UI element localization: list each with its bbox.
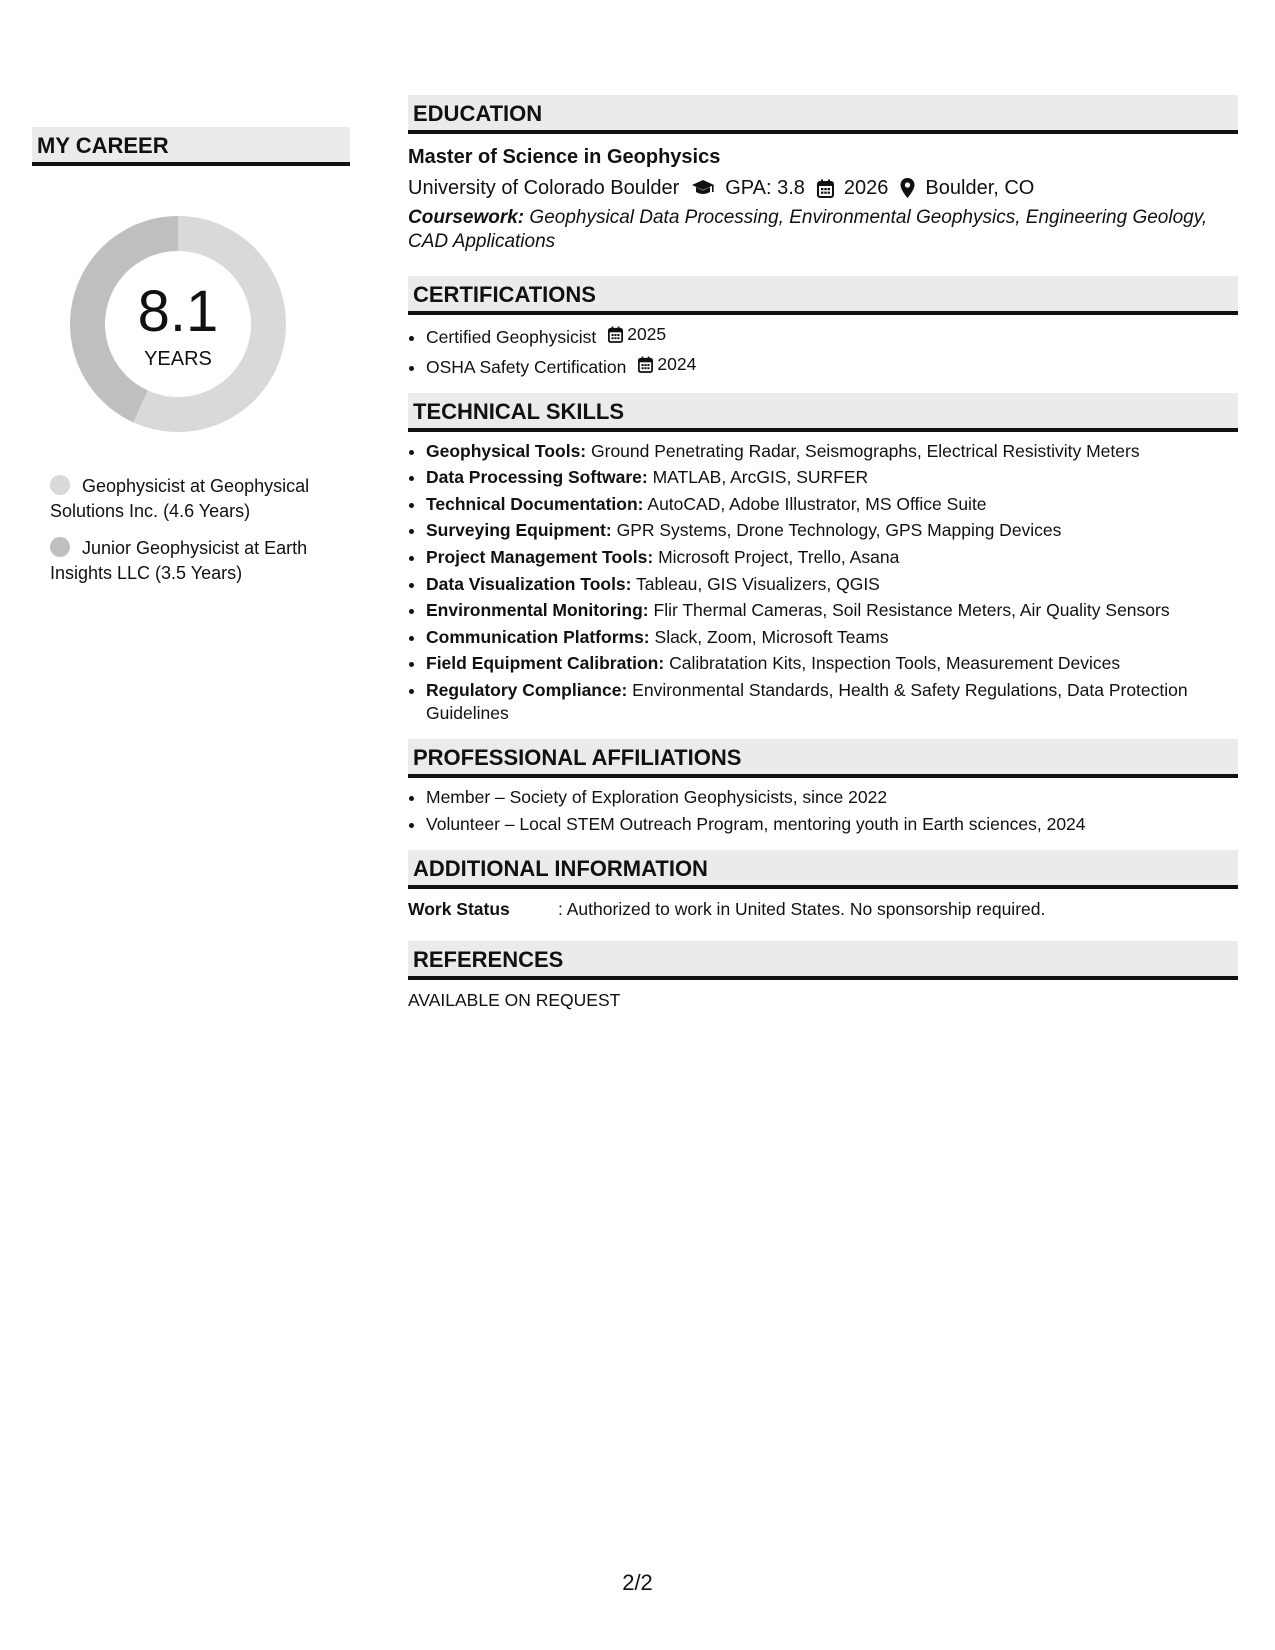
education-details xyxy=(408,174,1238,202)
skill-label: Regulatory Compliance: xyxy=(426,679,628,700)
education-location: Boulder, CO xyxy=(925,177,1035,199)
career-sidebar xyxy=(32,127,350,598)
list-item xyxy=(426,323,1238,349)
main-column xyxy=(408,95,1238,1011)
skill-label: Environmental Monitoring: xyxy=(426,600,649,621)
legend-label: Junior Geophysicist at Earth Insights LLC (3.5 Years) xyxy=(50,538,308,583)
certification-name: Certified Geophysicist xyxy=(426,327,597,347)
list-item xyxy=(426,679,1238,725)
work-status-row xyxy=(408,897,1238,921)
skill-value: AutoCAD, Adobe Illustrator, MS Office Suite xyxy=(647,493,987,514)
education-gpa: GPA: 3.8 xyxy=(725,177,805,199)
list-item xyxy=(426,546,1238,569)
certification-year: 2024 xyxy=(657,353,697,374)
education-section-title: EDUCATION xyxy=(408,95,1238,134)
legend-dot-1 xyxy=(50,475,70,495)
list-item xyxy=(426,493,1238,516)
legend-item xyxy=(50,474,350,524)
calendar-icon xyxy=(638,356,653,373)
calendar-icon xyxy=(817,179,834,198)
list-item xyxy=(426,573,1238,596)
certifications-section-title: CERTIFICATIONS xyxy=(408,276,1238,315)
skill-value: Calibratation Kits, Inspection Tools, Measurement Devices xyxy=(669,653,1121,674)
certification-year: 2025 xyxy=(627,324,667,344)
skill-label: Field Equipment Calibration: xyxy=(426,653,665,674)
skill-label: Technical Documentation: xyxy=(426,493,644,514)
skill-label: Communication Platforms: xyxy=(426,626,650,647)
skill-value: Ground Penetrating Radar, Seismographs, Electrical Resistivity Meters xyxy=(591,440,1140,461)
skill-label: Surveying Equipment: xyxy=(426,520,612,541)
career-donut-chart xyxy=(64,210,292,438)
career-years-unit: YEARS xyxy=(144,348,212,370)
career-section-title: MY CAREER xyxy=(32,127,350,166)
skill-value: Slack, Zoom, Microsoft Teams xyxy=(654,626,889,647)
career-total-years: 8.1 xyxy=(137,279,219,344)
list-item: • Volunteer – Local STEM Outreach Program, mentoring youth in Earth sciences, 2024 xyxy=(426,813,1238,836)
calendar-icon xyxy=(608,326,623,343)
education-school: University of Colorado Boulder xyxy=(408,177,680,199)
skill-label: Data Visualization Tools: xyxy=(426,573,632,594)
legend-label: Geophysicist at Geophysical Solutions Inc. (4.6 Years) xyxy=(50,476,310,521)
list-item: • Member – Society of Exploration Geophysicists, since 2022 xyxy=(426,786,1238,809)
skill-label: Geophysical Tools: xyxy=(426,440,587,461)
references-text: AVAILABLE ON REQUEST xyxy=(408,989,621,1010)
education-degree: Master of Science in Geophysics xyxy=(408,146,721,168)
skills-section-title: TECHNICAL SKILLS xyxy=(408,393,1238,432)
references-section-title: REFERENCES xyxy=(408,941,1238,980)
list-item xyxy=(426,626,1238,649)
skill-label: Data Processing Software: xyxy=(426,467,648,488)
coursework-label: Coursework: xyxy=(408,207,525,228)
education-year: 2026 xyxy=(843,177,889,199)
certification-name: OSHA Safety Certification xyxy=(426,356,627,377)
education-coursework xyxy=(408,206,1238,254)
skill-value: Microsoft Project, Trello, Asana xyxy=(658,546,900,567)
legend-dot-2 xyxy=(50,537,70,557)
list-item xyxy=(426,599,1238,622)
career-legend xyxy=(50,474,350,586)
skill-label: Project Management Tools: xyxy=(426,546,654,567)
page-number: 2/2 xyxy=(622,1570,653,1595)
skill-value: GPR Systems, Drone Technology, GPS Mapping Devices xyxy=(616,520,1062,541)
skill-value: MATLAB, ArcGIS, SURFER xyxy=(652,467,869,488)
skill-value: Tableau, GIS Visualizers, QGIS xyxy=(636,573,880,594)
graduation-cap-icon xyxy=(691,179,715,197)
legend-item xyxy=(50,536,350,586)
affiliations-section-title: PROFESSIONAL AFFILIATIONS xyxy=(408,739,1238,778)
coursework-text: Geophysical Data Processing, Environmental Geophysics, Engineering Geology, CAD Applications xyxy=(408,207,1208,252)
list-item xyxy=(426,652,1238,675)
skill-value: Environmental Standards, Health & Safety Regulations, Data Protection Guidelines xyxy=(426,679,1188,723)
list-item xyxy=(426,353,1238,379)
list-item xyxy=(426,466,1238,489)
work-status-value: : Authorized to work in United States. No sponsorship required. xyxy=(558,898,1046,919)
skill-value: Flir Thermal Cameras, Soil Resistance Meters, Air Quality Sensors xyxy=(653,600,1170,621)
certifications-list xyxy=(408,323,1238,379)
list-item xyxy=(426,519,1238,542)
additional-section-title: ADDITIONAL INFORMATION xyxy=(408,850,1238,889)
affiliations-list xyxy=(408,786,1238,836)
work-status-label: Work Status xyxy=(408,898,510,919)
map-pin-icon xyxy=(900,178,915,198)
skills-list xyxy=(408,440,1238,725)
list-item xyxy=(426,440,1238,463)
